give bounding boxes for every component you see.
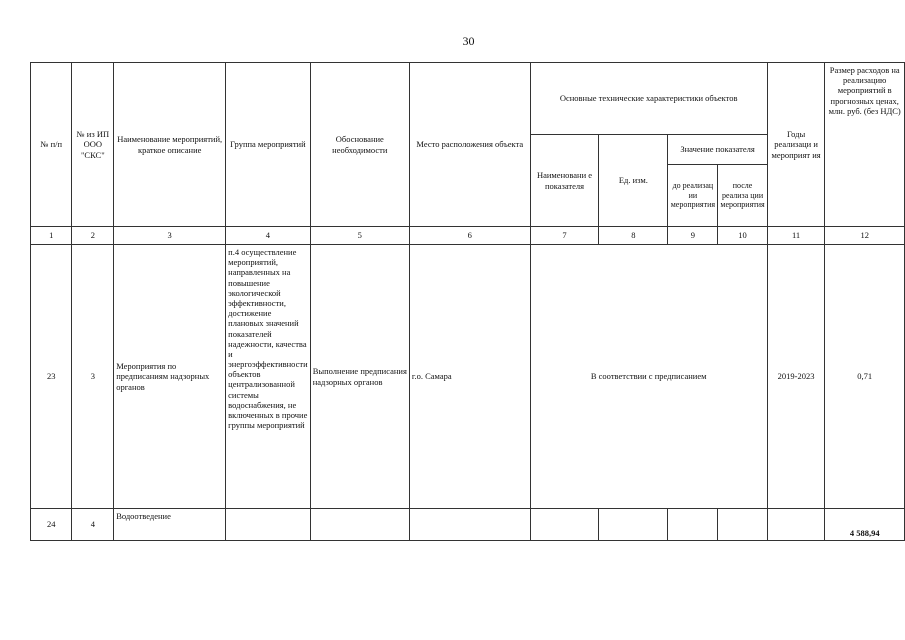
header-col-ip-num: № из ИП ООО "СКС" [72,63,114,227]
row-group: п.4 осуществление мероприятий, направленных на повышение экологической эффективности, достижение плановых значений показателей надежности, качества и энергоэффективности объектов централизованной системы водоснабжения, не включенных в прочие группы мероприятий [226,245,311,509]
row-justification [310,509,409,541]
header-col-before: до реализац ии мероприятия [668,165,718,227]
column-number: 9 [668,227,718,245]
row-location [409,509,530,541]
column-number: 3 [114,227,226,245]
row-location: г.о. Самара [409,245,530,509]
row-group [226,509,311,541]
row-justification: Выполнение предписания надзорных органов [310,245,409,509]
column-number: 2 [72,227,114,245]
header-col-justification: Обоснование необходимости [310,63,409,227]
header-col-unit: Ед. изм. [599,135,668,227]
row-ip-num: 3 [72,245,114,509]
row-name: Водоотведение [114,509,226,541]
header-col-name: Наименование мероприятий, краткое описание [114,63,226,227]
header-group-tech: Основные технические характеристики объектов [530,63,767,135]
row-num: 24 [31,509,72,541]
column-number: 4 [226,227,311,245]
column-number: 11 [767,227,825,245]
row-name: Мероприятия по предписаниям надзорных органов [114,245,226,509]
header-col-num: № п/п [31,63,72,227]
column-number: 10 [718,227,767,245]
header-col-group: Группа мероприятий [226,63,311,227]
row-before [668,509,718,541]
column-number: 8 [599,227,668,245]
column-number: 12 [825,227,905,245]
column-number: 6 [409,227,530,245]
header-group-value: Значение показателя [668,135,767,165]
row-years: 2019-2023 [767,245,825,509]
header-col-indicator: Наименовани е показателя [530,135,599,227]
header-col-cost: Размер расходов на реализацию мероприятий в прогнозных ценах, млн. руб. (без НДС) [825,63,905,227]
column-number: 5 [310,227,409,245]
header-col-years: Годы реализаци и мероприят ия [767,63,825,227]
row-ip-num: 4 [72,509,114,541]
column-numbers-row [31,227,905,245]
row-tech-merged: В соответствии с предписанием [530,245,767,509]
column-number: 7 [530,227,599,245]
table-row [31,509,905,541]
page-number: 30 [462,34,475,48]
column-number: 1 [31,227,72,245]
row-after [718,509,767,541]
measures-table [30,62,905,541]
row-num: 23 [31,245,72,509]
row-cost: 0,71 [825,245,905,509]
header-col-location: Место расположения объекта [409,63,530,227]
header-row-1 [31,63,905,135]
row-unit [599,509,668,541]
table-row [31,245,905,509]
row-indicator [530,509,599,541]
row-cost: 4 588,94 [825,509,905,541]
header-col-after: после реализа ции мероприятия [718,165,767,227]
row-years [767,509,825,541]
